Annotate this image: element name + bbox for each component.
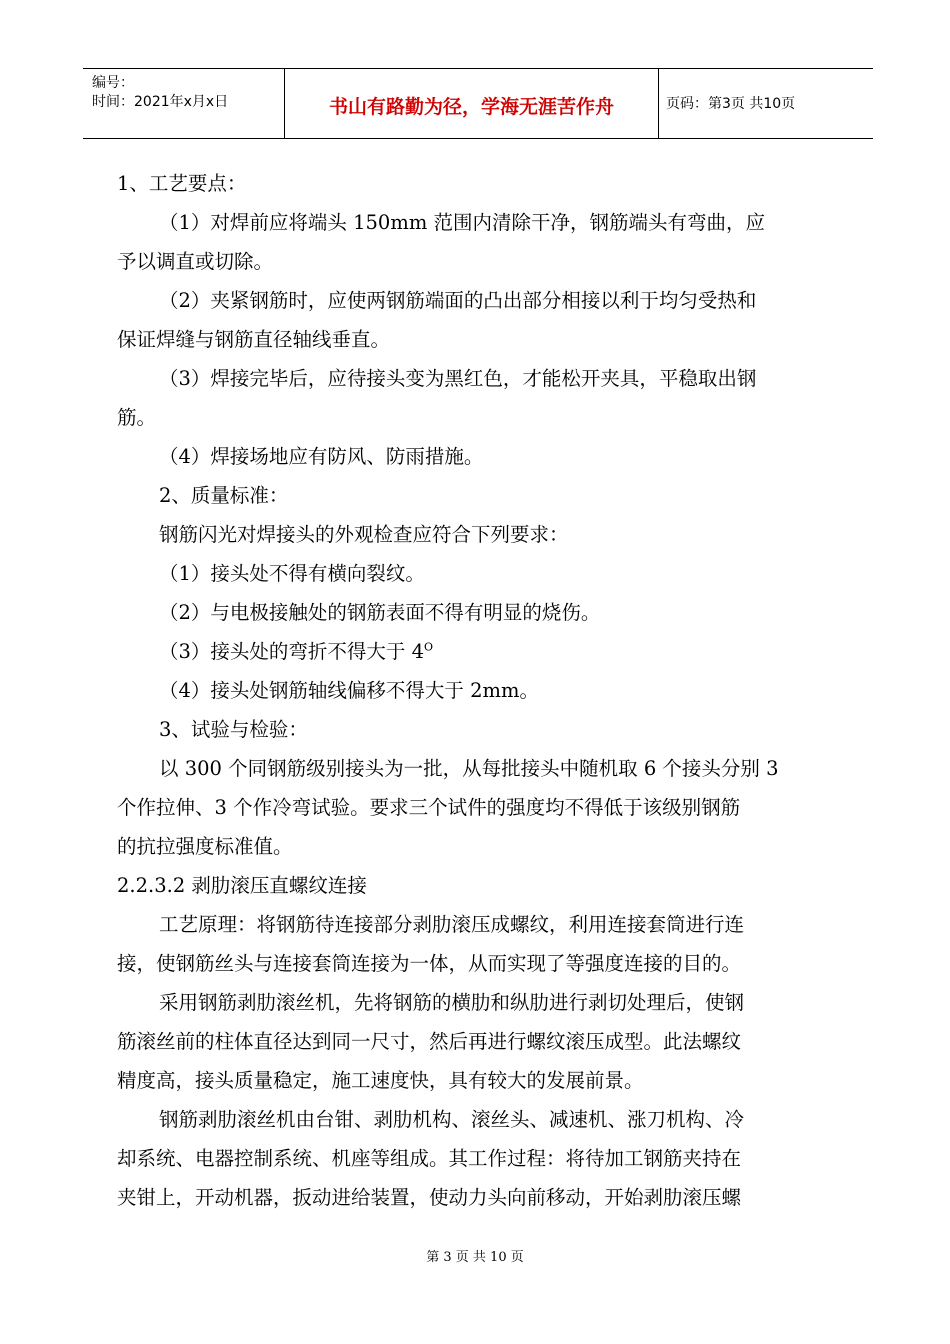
paragraph-line: 工艺原理：将钢筋待连接部分剥肋滚压成螺纹，利用连接套筒进行连	[159, 913, 745, 936]
paragraph-line: 保证焊缝与钢筋直径轴线垂直。	[117, 328, 391, 351]
paragraph-line: 筋滚丝前的柱体直径达到同一尺寸，然后再进行螺纹滚压成型。此法螺纹	[117, 1030, 742, 1053]
paragraph-line: 却系统、电器控制系统、机座等组成。其工作过程：将待加工钢筋夹持在	[117, 1147, 742, 1170]
paragraph-line: 予以调直或切除。	[117, 250, 274, 273]
paragraph-line: 钢筋闪光对焊接头的外观检查应符合下列要求：	[159, 523, 569, 546]
section-heading: 3、试验与检验：	[159, 718, 308, 741]
paragraph-line: 的抗拉强度标准值。	[117, 835, 293, 858]
paragraph-line: 接，使钢筋丝头与连接套筒连接为一体，从而实现了等强度连接的目的。	[117, 952, 742, 975]
paragraph-line: 采用钢筋剥肋滚丝机，先将钢筋的横肋和纵肋进行剥切处理后，使钢	[159, 991, 745, 1014]
page-footer: 第 3 页 共 10 页	[426, 1250, 524, 1265]
paragraph-line: （4）接头处钢筋轴线偏移不得大于 2mm。	[159, 679, 539, 702]
paragraph-line	[159, 639, 433, 665]
document-header	[83, 68, 873, 139]
paragraph-line: （1）对焊前应将端头 150mm 范围内清除干净，钢筋端头有弯曲，应	[159, 211, 766, 234]
paragraph-line: 以 300 个同钢筋级别接头为一批，从每批接头中随机取 6 个接头分别 3	[159, 757, 779, 780]
degree-mark: O	[424, 640, 434, 654]
subsection-heading: 2.2.3.2 剥肋滚压直螺纹连接	[117, 874, 367, 897]
section-heading: 2、质量标准：	[159, 484, 289, 507]
paragraph-line: 精度高，接头质量稳定，施工速度快，具有较大的发展前景。	[117, 1069, 644, 1092]
header-page-info: 页码：第3页 共10页	[666, 96, 796, 112]
paragraph-line: 钢筋剥肋滚丝机由台钳、剥肋机构、滚丝头、减速机、涨刀机构、冷	[159, 1108, 745, 1131]
paragraph-text: （3）接头处的弯折不得大于 4	[159, 640, 425, 663]
header-page-cell	[659, 69, 873, 138]
paragraph-line: （4）焊接场地应有防风、防雨措施。	[159, 445, 484, 468]
paragraph-line: 筋。	[117, 406, 157, 429]
paragraph-line: （2）与电极接触处的钢筋表面不得有明显的烧伤。	[159, 601, 601, 624]
paragraph-line: 夹钳上，开动机器，扳动进给装置，使动力头向前移动，开始剥肋滚压螺	[117, 1186, 742, 1209]
header-motto: 书山有路勤为径，学海无涯苦作舟	[328, 96, 614, 118]
header-motto-cell	[285, 69, 659, 138]
paragraph-line: （2）夹紧钢筋时，应使两钢筋端面的凸出部分相接以利于均匀受热和	[159, 289, 757, 312]
paragraph-line: （1）接头处不得有横向裂纹。	[159, 562, 425, 585]
paragraph-line: （3）焊接完毕后，应待接头变为黑红色，才能松开夹具，平稳取出钢	[159, 367, 757, 390]
document-time-label: 时间：2021年x月x日	[92, 94, 229, 110]
header-meta-cell	[83, 69, 285, 138]
paragraph-line: 个作拉伸、3 个作冷弯试验。要求三个试件的强度均不得低于该级别钢筋	[117, 796, 741, 819]
document-number-label: 编号：	[92, 75, 134, 91]
section-heading: 1、工艺要点：	[117, 172, 247, 195]
